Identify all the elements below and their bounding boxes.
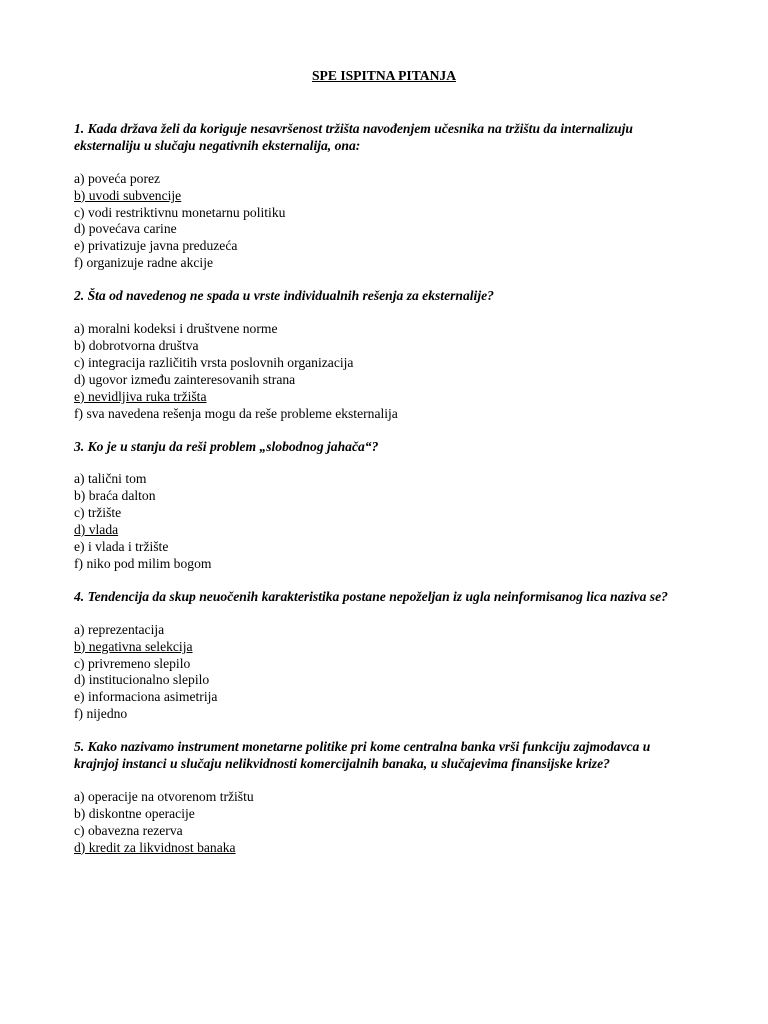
answer-option: d) povećava carine — [74, 221, 177, 237]
answer-option: f) nijedno — [74, 706, 128, 722]
question-block — [74, 439, 694, 573]
question-block — [74, 589, 694, 723]
question-block — [74, 288, 694, 422]
answer-option: e) privatizuje javna preduzeća — [74, 238, 238, 254]
answer-option: f) organizuje radne akcije — [74, 255, 214, 271]
answer-list — [74, 471, 694, 572]
answer-option-correct: d) kredit za likvidnost banaka — [74, 839, 236, 855]
question-list — [74, 121, 694, 857]
answer-option: a) operacije na otvorenom tržištu — [74, 789, 254, 804]
answer-option: c) vodi restriktivnu monetarnu politiku — [74, 204, 286, 220]
answer-option-correct: b) negativna selekcija — [74, 638, 193, 654]
answer-option: d) ugovor između zainteresovanih strana — [74, 371, 296, 387]
answer-option-correct: e) nevidljiva ruka tržišta — [74, 388, 207, 404]
answer-option-correct: b) uvodi subvencije — [74, 187, 182, 203]
answer-option: a) reprezentacija — [74, 621, 165, 637]
document-title: SPE ISPITNA PITANJA — [311, 68, 457, 83]
answer-list — [74, 171, 694, 272]
answer-list — [74, 622, 694, 723]
answer-list — [74, 789, 694, 857]
answer-option-correct: d) vlada — [74, 522, 119, 538]
question-text: 3. Ko je u stanju da reši problem „slobodnog jahača“? — [74, 438, 379, 454]
answer-option: a) moralni kodeksi i društvene norme — [74, 321, 278, 337]
answer-option: b) dobrotvorna društva — [74, 337, 199, 353]
question-text: 4. Tendencija da skup neuočenih karakteristika postane nepoželjan iz ugla neinformisanog lica naziva se? — [74, 588, 668, 604]
question-block — [74, 739, 694, 856]
question-text: 5. Kako nazivamo instrument monetarne politike pri kome centralna banka vrši funkciju zajmodavca u krajnjoj instanci u slučaju nelikvidnosti komercijalnih banaka, u slučajevima finansijske krize? — [74, 739, 651, 772]
answer-option: a) poveća porez — [74, 170, 161, 186]
question-block — [74, 121, 694, 272]
answer-option: f) niko pod milim bogom — [74, 555, 212, 571]
document-page — [74, 68, 694, 857]
answer-option: a) talični tom — [74, 471, 147, 487]
answer-option: b) braća dalton — [74, 488, 156, 504]
answer-option: c) obavezna rezerva — [74, 822, 183, 838]
answer-option: e) i vlada i tržište — [74, 539, 169, 555]
answer-option: f) sva navedena rešenja mogu da reše probleme eksternalija — [74, 405, 398, 421]
answer-option: e) informaciona asimetrija — [74, 689, 218, 705]
question-text: 1. Kada država želi da koriguje nesavršenost tržišta navođenjem učesnika na tržištu da internalizuju eksternaliju u slučaju negativnih eksternalija, ona: — [74, 120, 633, 153]
answer-option: c) integracija različitih vrsta poslovnih organizacija — [74, 354, 354, 370]
answer-option: b) diskontne operacije — [74, 805, 195, 821]
answer-list — [74, 321, 694, 422]
answer-option: d) institucionalno slepilo — [74, 672, 210, 688]
answer-option: c) privremeno slepilo — [74, 655, 191, 671]
answer-option: c) tržište — [74, 505, 122, 521]
question-text: 2. Šta od navedenog ne spada u vrste individualnih rešenja za eksternalije? — [74, 288, 494, 304]
